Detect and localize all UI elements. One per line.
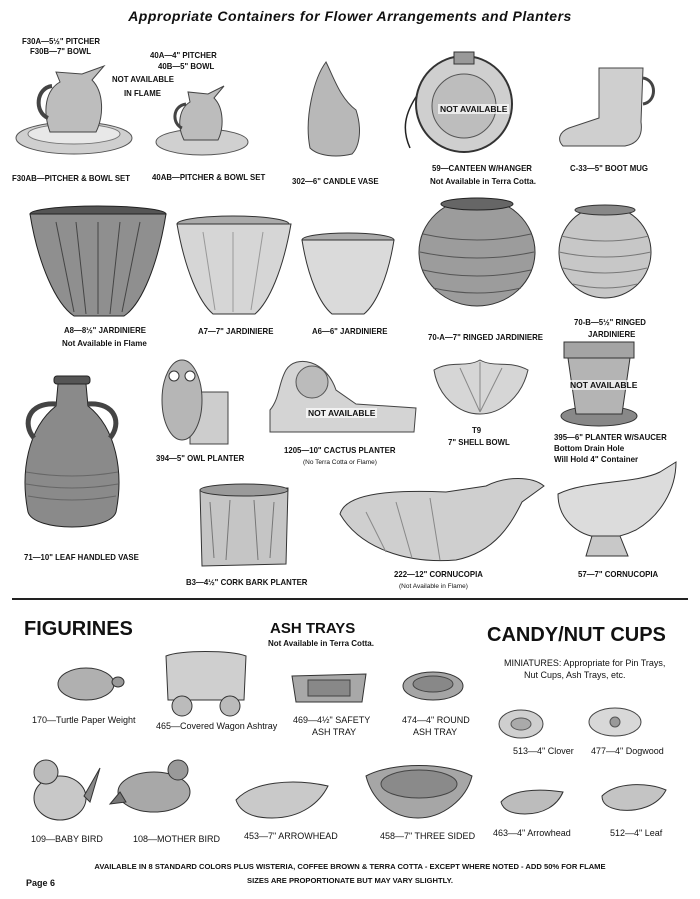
- figurines-heading: FIGURINES: [24, 618, 133, 640]
- 395-note-1: Bottom Drain Hole: [554, 444, 625, 453]
- a8-note: Not Available in Flame: [62, 339, 147, 348]
- 1205-note: (No Terra Cotta or Flame): [303, 459, 377, 466]
- ashtrays-heading: ASH TRAYS: [270, 620, 356, 637]
- 512-leaf-cup-image: [598, 780, 670, 814]
- 71-leaf-handled-vase-image: [18, 372, 126, 542]
- 59-not-available: NOT AVAILABLE: [440, 104, 508, 114]
- footer-line-1: AVAILABLE IN 8 STANDARD COLORS PLUS WISTERIA, COFFEE BROWN & TERRA COTTA - EXCEPT WHERE NOTED - ADD 50% FOR FLAME: [94, 862, 606, 871]
- 512-label: 512—4" Leaf: [610, 828, 663, 838]
- 40a-label: 40A—4" PITCHER: [150, 50, 217, 60]
- t9-label: T9: [472, 425, 482, 435]
- 40ab-label: 40AB—PITCHER & BOWL SET: [152, 172, 266, 182]
- 57-cornucopia-image: [556, 460, 680, 562]
- 477-dogwood-cup-image: [586, 704, 644, 740]
- b3-label: B3—4½" CORK BARK PLANTER: [186, 577, 308, 587]
- 465-wagon-ashtray-image: [160, 648, 252, 720]
- page-number: Page 6: [26, 878, 56, 888]
- 70a-label: 70-A—7" RINGED JARDINIERE: [428, 332, 543, 342]
- f30-pitcher-bowl-image: [12, 60, 137, 170]
- section-divider: [12, 598, 688, 600]
- 57-label: 57—7" CORNUCOPIA: [578, 569, 659, 579]
- 40-pitcher-bowl-image: [152, 84, 252, 169]
- miniatures-note-2: Nut Cups, Ash Trays, etc.: [524, 670, 626, 680]
- 302-candle-vase-image: [300, 58, 370, 163]
- b3-cork-bark-planter-image: [196, 482, 292, 570]
- 1205-label: 1205—10" CACTUS PLANTER: [284, 445, 396, 455]
- 513-label: 513—4" Clover: [513, 746, 574, 756]
- 395-not-available: NOT AVAILABLE: [570, 380, 638, 390]
- 222-note: (Not Available in Flame): [399, 583, 468, 590]
- 394-label: 394—5" OWL PLANTER: [156, 453, 245, 463]
- 70b-ringed-jardiniere-image: [555, 202, 655, 306]
- footer-line-2: SIZES ARE PROPORTIONATE BUT MAY VARY SLIGHTLY.: [247, 876, 453, 885]
- a8-label: A8—8½" JARDINIERE: [64, 325, 146, 335]
- 469-label: 469—4½" SAFETY: [293, 715, 371, 725]
- 59-note: Not Available in Terra Cotta.: [430, 177, 536, 186]
- 40b-label: 40B—5" BOWL: [158, 61, 215, 71]
- f30b-label: F30B—7" BOWL: [30, 46, 92, 56]
- page-header: Appropriate Containers for Flower Arrangements and Planters: [128, 8, 572, 24]
- 458-three-sided-ashtray-image: [362, 760, 476, 822]
- 458-label: 458—7" THREE SIDED: [380, 831, 476, 841]
- 474-round-ashtray-image: [400, 668, 466, 708]
- t9-shell-bowl-image: [430, 356, 532, 418]
- a7-jardiniere-image: [175, 214, 293, 320]
- a6-label: A6—6" JARDINIERE: [312, 326, 388, 336]
- f30-na-label: NOT AVAILABLE: [112, 74, 174, 84]
- 59-label: 59—CANTEEN W/HANGER: [432, 163, 532, 173]
- 71-label: 71—10" LEAF HANDLED VASE: [24, 552, 139, 562]
- 474-label: 474—4" ROUND: [402, 715, 470, 725]
- 109-baby-bird-image: [28, 756, 102, 826]
- 302-label: 302—6" CANDLE VASE: [292, 176, 379, 186]
- 477-label: 477—4" Dogwood: [591, 746, 664, 756]
- 170-label: 170—Turtle Paper Weight: [32, 715, 136, 725]
- 395-label: 395—6" PLANTER W/SAUCER: [554, 432, 667, 442]
- f30a-label: F30A—5½" PITCHER: [22, 36, 101, 46]
- 513-clover-cup-image: [495, 706, 547, 742]
- 453-arrowhead-ashtray-image: [232, 772, 332, 822]
- t9-label-2: 7" SHELL BOWL: [448, 437, 510, 447]
- c33-boot-mug-image: [555, 62, 655, 154]
- 394-owl-planter-image: [160, 348, 232, 448]
- 70b-label: 70-B—5½" RINGED: [574, 317, 646, 327]
- 469-safety-ashtray-image: [288, 668, 370, 708]
- a6-jardiniere-image: [300, 232, 396, 320]
- 474-label-2: ASH TRAY: [413, 727, 458, 737]
- 1205-not-available: NOT AVAILABLE: [308, 408, 376, 418]
- 109-label: 109—BABY BIRD: [31, 834, 103, 844]
- c33-label: C-33—5" BOOT MUG: [570, 163, 649, 173]
- 70a-ringed-jardiniere-image: [415, 194, 540, 314]
- 108-label: 108—MOTHER BIRD: [133, 834, 221, 844]
- 453-label: 453—7" ARROWHEAD: [244, 831, 338, 841]
- 222-label: 222—12" CORNUCOPIA: [394, 569, 483, 579]
- 170-turtle-image: [46, 660, 126, 706]
- a8-jardiniere-image: [26, 204, 171, 322]
- f30-na-label-2: IN FLAME: [124, 88, 161, 98]
- 222-cornucopia-image: [336, 472, 548, 566]
- 1205-cactus-planter-image: [266, 350, 418, 436]
- miniatures-note-1: MINIATURES: Appropriate for Pin Trays,: [504, 658, 666, 668]
- 469-label-2: ASH TRAY: [312, 727, 357, 737]
- 395-note-2: Will Hold 4" Container: [554, 455, 639, 464]
- ashtrays-note: Not Available in Terra Cotta.: [268, 639, 374, 648]
- a7-label: A7—7" JARDINIERE: [198, 326, 274, 336]
- 463-label: 463—4" Arrowhead: [493, 828, 571, 838]
- candy-heading: CANDY/NUT CUPS: [487, 624, 666, 646]
- 463-arrowhead-cup-image: [497, 784, 567, 818]
- 465-label: 465—Covered Wagon Ashtray: [156, 721, 278, 731]
- f30ab-label: F30AB—PITCHER & BOWL SET: [12, 173, 131, 183]
- 70b-label-2: JARDINIERE: [588, 329, 636, 339]
- 108-mother-bird-image: [108, 756, 198, 816]
- 59-canteen-image: [398, 44, 523, 159]
